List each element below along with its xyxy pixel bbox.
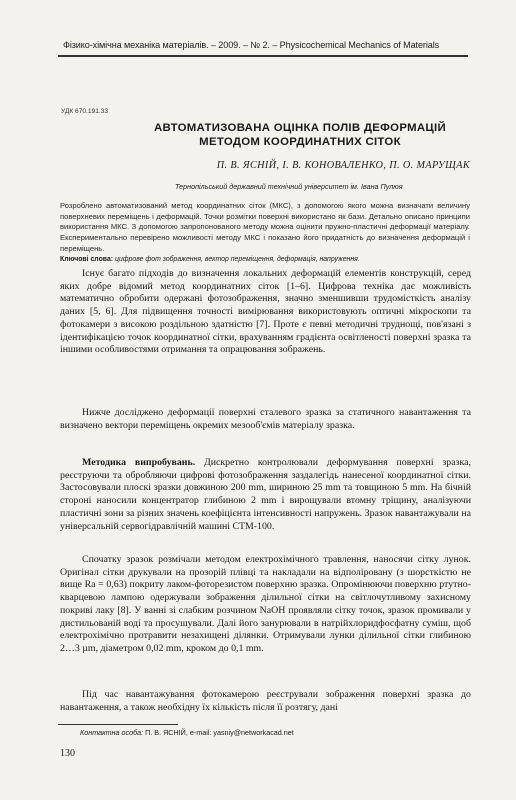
body-paragraph-3-text: Дискретно контролювали деформування поверхні зразка, реєструючи та обробляючи цифрові фотозображення заздалегідь нанесеної координатної сітки. Застосовували плоскі зразки довжиною 200 mm, шириною 25 mm та товщиною 5 mm. На бічній стороні наносили концентратор глибиною 2 mm і вирощували втомну тріщину, аналізуючи пластичні зони за різних значень коефіцієнта інтенсивності напружень. Зразок навантажували на універсальній сервогідравлічній машині СТМ-100. <box>60 457 471 532</box>
page-number: 130 <box>60 748 75 759</box>
footnote-rule <box>58 724 178 725</box>
keywords <box>60 256 470 263</box>
body-paragraph-2: Нижче досліджено деформації поверхні сталевого зразка за статичного навантаження та визначено вектори переміщень окремих мезооб'ємів матеріалу зразка. <box>60 407 471 431</box>
body-paragraph-5: Під час навантажування фотокамерою реєстрували зображення поверхні зразка до навантаження, а також необхідну їх кількість після її розтягу, дані <box>60 689 471 713</box>
footnote-text: П. В. ЯСНІЙ, e-mail: yasniy@networkacad.net <box>143 728 294 737</box>
header-rule <box>58 55 468 57</box>
section-heading-methods: Методика випробувань. <box>82 457 196 468</box>
footnote-label: Контактна особа: <box>80 728 144 737</box>
keywords-label: Ключові слова: <box>60 256 114 263</box>
title-line-1: АВТОМАТИЗОВАНА ОЦІНКА ПОЛІВ ДЕФОРМАЦІЙ <box>154 122 446 134</box>
running-head: Фізико-хімічна механіка матеріалів. – 2009. – № 2. – Physicochemical Mechanics of Materials <box>63 40 440 50</box>
body-paragraph-1: Існує багато підходів до визначення локальних деформацій елементів конструкцій, серед яких добре відомий метод координатних сіток [1–6]. Цифрова техніка дає можливість математично обробити одержані фотозображення, значно зменшивши трудомісткість аналізу даних [5, 6]. Для підвищення точності вимірювання використовують оптичні мікроскопи та фотокамери з високою роздільною здатністю [7]. Проте є певні методичні труднощі, пов'язані з ідентифікацією точок координатної сітки, врахуванням градієнта освітленості поверхні зразка та іншими особливостями отримання та опрацювання зображень. <box>60 268 471 356</box>
title-line-2: МЕТОДОМ КООРДИНАТНИХ СІТОК <box>199 136 401 148</box>
body-paragraph-4: Спочатку зразок розмічали методом електрохімічного травлення, наносячи сітку лунок. Оригінал сітки друкували на прозорій плівці та накладали на відполіровану (з шорсткістю не вище Ra = 0,63) покриту лаком-фоторезистом поверхню зразка. Опромінюючи поверхню ртутно-кварцевою лампою одержували зображення ділильної сітки на світлочутливому захисному покриві лаку [8]. У ванні зі слабким розчином NaOH проявляли сітку точок, зразок промивали у дистильованій воді та просушували. Далі його занурювали в натрійхлоридфосфатну суміш, щоб електрохімічно протравити незахищені ділянки. Отримували лунки ділильної сітки глибиною 2…3 µm, діаметром 0,02 mm, кроком до 0,1 mm. <box>60 554 471 654</box>
contact-footnote <box>80 728 294 737</box>
authors: П. В. ЯСНІЙ, І. В. КОНОВАЛЕНКО, П. О. МАРУЩАК <box>216 160 470 171</box>
affiliation: Тернопільський державний технічний університет ім. Івана Пулюя <box>175 182 403 191</box>
body-paragraph-3 <box>60 457 471 533</box>
udk-code: УДК 670.191.33 <box>61 108 109 115</box>
abstract: Розроблено автоматизований метод координатних сіток (МКС), з допомогою якого можна визначати величину поверхневих переміщень і деформацій. Точки розмітки поверхні використано як бази. Детально описано принципи використання МКС. З допомогою запропонованого методу можна оцінити пружно-пластичні деформації матеріалу. Експериментально перевірено можливості методу МКС і показано його придатність до визначення деформацій і переміщень. <box>60 201 470 253</box>
keywords-text: цифрове фот зображення, вектор переміщення, деформація, напруження. <box>115 256 360 263</box>
article-title <box>100 121 500 149</box>
